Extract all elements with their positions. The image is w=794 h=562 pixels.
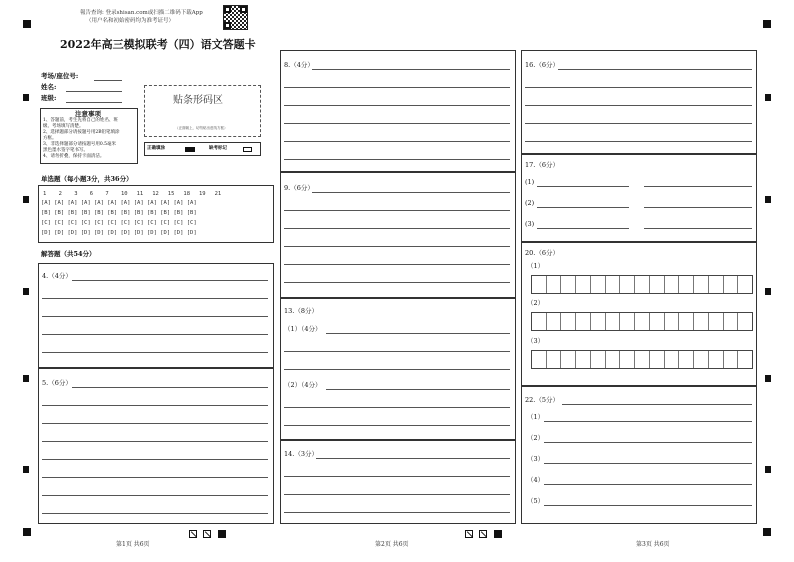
answer-line[interactable] [537, 228, 629, 229]
absent-mark-box[interactable] [243, 147, 252, 152]
mcq-row-b[interactable]: [B] [B] [B] [B] [B] [B] [B] [B] [B] [B] [B] [B] [41, 210, 197, 216]
corner-mark [23, 20, 31, 28]
q13-1-label: （1）（4分） [284, 325, 322, 333]
q16-label: 16.（6分） [525, 61, 559, 69]
barcode-title: 贴条形码区 [173, 95, 223, 106]
q20-3-label: （3） [527, 337, 545, 345]
mcq-number: 12 [152, 191, 159, 197]
notice-line: 级、考场填写清楚。 [43, 124, 84, 129]
q20-label: 20.（6分） [525, 249, 559, 257]
answer-line[interactable] [42, 405, 268, 406]
mcq-number: 15 [167, 191, 175, 197]
q22-4-label: （4） [527, 476, 545, 484]
q17-2-label: (2) [525, 199, 535, 207]
answer-line[interactable] [284, 87, 510, 88]
q17-label: 17.（6分） [525, 161, 559, 169]
mcq-row-a[interactable]: [A] [A] [A] [A] [A] [A] [A] [A] [A] [A] [A] [A] [41, 200, 197, 206]
q17-3-label: (3) [525, 220, 535, 228]
correct-fill-label: 正确填涂 [147, 146, 165, 151]
class-label: 班级: [41, 94, 57, 102]
page-number-2: 第2页 共6页 [375, 541, 409, 548]
q5-label: 5.（6分） [42, 379, 72, 387]
answer-line[interactable] [544, 484, 752, 485]
notice-line: 黑色墨水签字笔书写。 [43, 148, 88, 153]
mcq-number: 19 [199, 191, 206, 197]
page-number-1: 第1页 共6页 [116, 541, 150, 548]
notice-line: 3、非选择题部分请按题号用0.5毫米 [43, 142, 117, 147]
answer-line[interactable] [644, 228, 752, 229]
notice-title: 注意事项 [75, 110, 101, 118]
notice-line: 方框。 [43, 136, 57, 141]
answer-line[interactable] [284, 407, 510, 408]
answer-line[interactable] [284, 351, 510, 352]
answer-line[interactable] [42, 316, 268, 317]
q22-5-label: （5） [527, 497, 545, 505]
mcq-number: 7 [105, 191, 109, 197]
answer-line[interactable] [72, 387, 268, 388]
answer-line[interactable] [284, 264, 510, 265]
mcq-number: 11 [136, 191, 144, 197]
q4-label: 4.（4分） [42, 272, 72, 280]
answer-line[interactable] [558, 69, 752, 70]
answer-line[interactable] [42, 423, 268, 424]
answer-line[interactable] [537, 207, 629, 208]
q20-1-label: （1） [527, 262, 545, 270]
answer-line[interactable] [42, 352, 268, 353]
q13-label: 13.（8分） [284, 307, 318, 315]
q8-label: 8.（4分） [284, 61, 314, 69]
answer-line[interactable] [644, 207, 752, 208]
answer-line[interactable] [42, 334, 268, 335]
side-mark [23, 94, 29, 101]
answer-line[interactable] [284, 425, 510, 426]
mcq-box [38, 185, 274, 243]
q17-1-label: (1) [525, 178, 535, 186]
absent-mark-label: 缺考标记 [209, 146, 227, 151]
answer-line[interactable] [42, 513, 268, 514]
notice-line: 4、请勿折叠，保持卡面清洁。 [43, 154, 105, 159]
answer-line[interactable] [284, 246, 510, 247]
page-code-icon [189, 530, 197, 538]
answer-line[interactable] [284, 159, 510, 160]
corner-mark [763, 528, 771, 536]
answer-line[interactable] [312, 192, 510, 193]
filled-box-icon [185, 147, 195, 152]
mcq-number: 3 [74, 191, 78, 197]
q5-box [38, 368, 274, 524]
q22-3-label: （3） [527, 455, 545, 463]
page-code-mark [218, 530, 226, 538]
side-mark [23, 196, 29, 203]
page-code-icon [203, 530, 211, 538]
exam-seat-field[interactable] [94, 80, 122, 81]
mcq-row-d[interactable]: [D] [D] [D] [D] [D] [D] [D] [D] [D] [D] [D] [D] [41, 230, 197, 236]
answer-line[interactable] [525, 141, 752, 142]
side-mark [23, 288, 29, 295]
q9-label: 9.（6分） [284, 184, 314, 192]
mcq-number: 6 [89, 191, 94, 197]
page-code-mark [494, 530, 502, 538]
answer-line[interactable] [284, 282, 510, 283]
mcq-number: 10 [121, 191, 128, 197]
qr-code-icon [223, 5, 248, 30]
mcq-number: 18 [183, 191, 191, 197]
answer-line[interactable] [544, 421, 752, 422]
answer-line[interactable] [644, 186, 752, 187]
side-mark [765, 288, 771, 295]
answer-line[interactable] [544, 442, 752, 443]
name-field[interactable] [66, 91, 122, 92]
page-code-icon [479, 530, 487, 538]
mcq-title: 单选题（每小题3分，共36分） [41, 175, 133, 183]
name-label: 姓名: [41, 83, 57, 91]
answer-line[interactable] [42, 441, 268, 442]
q22-2-label: （2） [527, 434, 545, 442]
barcode-note: （正面朝上，切勿贴出虚线方框） [175, 126, 228, 130]
q20-2-char-grid[interactable] [531, 312, 753, 331]
answer-line[interactable] [72, 280, 268, 281]
answer-line[interactable] [316, 458, 510, 459]
fill-legend [144, 142, 261, 156]
answer-line[interactable] [284, 476, 510, 477]
page-title: 2022年高三模拟联考（四）语文答题卡 [60, 38, 256, 51]
answer-line[interactable] [312, 69, 510, 70]
answer-line[interactable] [537, 186, 629, 187]
q13-2-label: （2）（4分） [284, 381, 322, 389]
q20-3-char-grid[interactable] [531, 350, 753, 369]
corner-mark [763, 20, 771, 28]
answer-line[interactable] [42, 298, 268, 299]
q20-1-char-grid[interactable] [531, 275, 753, 294]
answer-line[interactable] [284, 123, 510, 124]
q9-box [280, 172, 516, 298]
mcq-number: 21 [214, 191, 222, 197]
answer-line[interactable] [284, 228, 510, 229]
answer-line[interactable] [284, 105, 510, 106]
side-mark [23, 466, 29, 473]
answer-line[interactable] [562, 404, 752, 405]
sponsor-line-1: 報告查询: 登录shisan.com或扫描二维码下载App [80, 10, 203, 16]
answer-line[interactable] [284, 369, 510, 370]
mcq-row-c[interactable]: [C] [C] [C] [C] [C] [C] [C] [C] [C] [C] [C] [C] [41, 220, 197, 226]
answer-line[interactable] [326, 333, 510, 334]
answer-line[interactable] [544, 463, 752, 464]
notice-box [40, 108, 138, 164]
answer-line[interactable] [525, 105, 752, 106]
side-mark [765, 466, 771, 473]
answer-line[interactable] [284, 210, 510, 211]
mcq-number: 1 [43, 191, 47, 197]
q22-1-label: （1） [527, 413, 545, 421]
notice-line: 1、答题前，考生先将自己的姓名、班 [43, 118, 118, 123]
barcode-area [144, 85, 261, 137]
side-mark [765, 375, 771, 382]
exam-seat-label: 考场/座位号: [41, 72, 79, 80]
answer-section-title: 解答题（共54分） [41, 250, 96, 258]
answer-line[interactable] [326, 389, 510, 390]
q22-label: 22.（5分） [525, 396, 559, 404]
q22-box [521, 386, 757, 524]
page-code-icon [465, 530, 473, 538]
answer-line[interactable] [284, 512, 510, 513]
answer-line[interactable] [284, 494, 510, 495]
answer-line[interactable] [525, 87, 752, 88]
sponsor-line-2: （用户名和初始密码均为准考证号） [86, 18, 175, 24]
side-mark [23, 375, 29, 382]
class-field[interactable] [66, 102, 122, 103]
answer-line[interactable] [284, 141, 510, 142]
answer-line[interactable] [525, 123, 752, 124]
answer-line[interactable] [544, 505, 752, 506]
notice-line: 2、选择题部分请按题号用2B铅笔填涂 [43, 130, 120, 135]
corner-mark [23, 528, 31, 536]
mcq-number: 2 [58, 191, 62, 197]
answer-line[interactable] [42, 459, 268, 460]
q20-2-label: （2） [527, 299, 545, 307]
answer-line[interactable] [42, 477, 268, 478]
q14-label: 14.（3分） [284, 450, 318, 458]
side-mark [765, 196, 771, 203]
side-mark [765, 94, 771, 101]
page-number-3: 第3页 共6页 [636, 541, 670, 548]
answer-line[interactable] [42, 495, 268, 496]
